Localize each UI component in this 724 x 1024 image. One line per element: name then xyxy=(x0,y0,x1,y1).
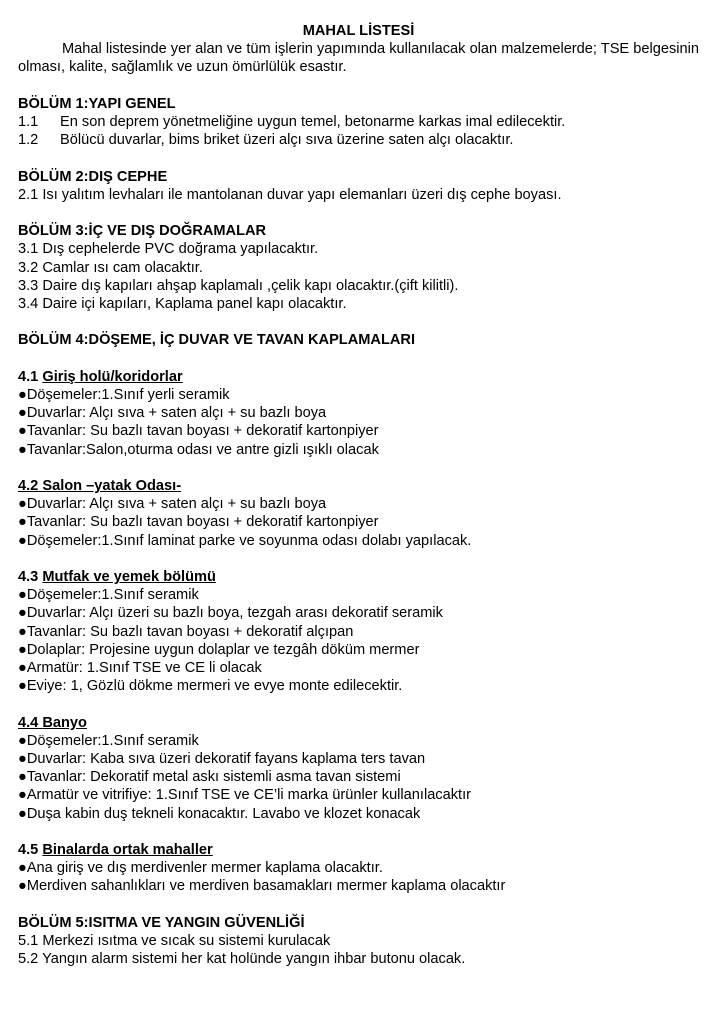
list-item: ●Duvarlar: Alçı üzeri su bazlı boya, tezgah arası dekoratif seramik xyxy=(18,605,443,622)
subsection-4-3-heading: 4.3 Mutfak ve yemek bölümü xyxy=(18,568,216,585)
list-item: ●Duvarlar: Alçı sıva + saten alçı + su bazlı boya xyxy=(18,405,327,422)
intro-paragraph: Mahal listesinde yer alan ve tüm işlerin yapımında kullanılacak olan malzemelerde; TSE belgesinin olması, kalite, sağlamlık ve uzun ömürlülük esastır. xyxy=(18,41,699,76)
list-item: 3.1 Dış cephelerde PVC doğrama yapılacaktır. xyxy=(18,241,319,258)
list-item: ●Tavanlar: Dekoratif metal askı sistemli asma tavan sistemi xyxy=(18,769,401,786)
list-item: 1.2 Bölücü duvarlar, bims briket üzeri alçı sıva üzerine saten alçı olacaktır. xyxy=(18,132,514,149)
subsection-4-4-heading: 4.4 Banyo xyxy=(18,714,87,731)
list-item: 2.1 Isı yalıtım levhaları ile mantolanan duvar yapı elemanları üzeri dış cephe boyası. xyxy=(18,186,562,203)
document-title: MAHAL LİSTESİ xyxy=(302,23,415,39)
subsection-4-5-heading: 4.5 Binalarda ortak mahaller xyxy=(18,842,213,858)
subsection-4-1-heading: 4.1 Giriş holü/koridorlar xyxy=(18,368,183,385)
list-item: ●Armatür ve vitrifiye: 1.Sınıf TSE ve CE’li marka ürünler kullanılacaktır xyxy=(18,787,471,804)
list-item: 3.4 Daire içi kapıları, Kaplama panel kapı olacaktır. xyxy=(18,296,347,312)
section-5-heading: BÖLÜM 5:ISITMA VE YANGIN GÜVENLİĞİ xyxy=(18,914,305,931)
list-item: ●Döşemeler:1.Sınıf yerli seramik xyxy=(18,386,230,403)
list-item: ●Döşemeler:1.Sınıf seramik xyxy=(18,732,199,749)
section-3-heading: BÖLÜM 3:İÇ VE DIŞ DOĞRAMALAR xyxy=(18,223,267,240)
list-item: ●Dolaplar: Projesine uygun dolaplar ve tezgâh döküm mermer xyxy=(18,641,420,658)
list-item: 3.3 Daire dış kapıları ahşap kaplamalı ,çelik kapı olacaktır.(çift kilitli). xyxy=(18,277,459,294)
list-item: ●Eviye: 1, Gözlü dökme mermeri ve evye monte edilecektir. xyxy=(18,678,403,695)
list-item: ●Duvarlar: Kaba sıva üzeri dekoratif fayans kaplama ters tavan xyxy=(18,751,426,767)
list-item: 5.2 Yangın alarm sistemi her kat holünde yangın ihbar butonu olacak. xyxy=(18,951,466,968)
section-1-heading: BÖLÜM 1:YAPI GENEL xyxy=(18,95,176,112)
section-4-heading: BÖLÜM 4:DÖŞEME, İÇ DUVAR VE TAVAN KAPLAMALARI xyxy=(18,332,416,349)
list-item: ●Tavanlar: Su bazlı tavan boyası + dekoratif kartonpiyer xyxy=(18,514,379,531)
subsection-4-2-heading: 4.2 Salon –yatak Odası- xyxy=(18,477,182,494)
list-item: ●Armatür: 1.Sınıf TSE ve CE li olacak xyxy=(18,660,262,676)
document-page xyxy=(18,22,699,968)
list-item: ●Tavanlar:Salon,oturma odası ve antre gizli ışıklı olacak xyxy=(18,441,379,458)
list-item: ●Tavanlar: Su bazlı tavan boyası + dekoratif alçıpan xyxy=(18,623,354,640)
list-item: 3.2 Camlar ısı cam olacaktır. xyxy=(18,259,203,276)
list-item: ●Duvarlar: Alçı sıva + saten alçı + su bazlı boya xyxy=(18,496,327,513)
list-item: ●Ana giriş ve dış merdivenler mermer kaplama olacaktır. xyxy=(18,860,383,877)
list-item: ●Duşa kabin duş tekneli konacaktır. Lavabo ve klozet konacak xyxy=(18,805,421,822)
list-item: ●Döşemeler:1.Sınıf laminat parke ve soyunma odası dolabı yapılacak. xyxy=(18,532,472,549)
section-2-heading: BÖLÜM 2:DIŞ CEPHE xyxy=(18,168,168,185)
list-item: ●Merdiven sahanlıkları ve merdiven basamakları mermer kaplama olacaktır xyxy=(18,878,506,895)
list-item: ●Tavanlar: Su bazlı tavan boyası + dekoratif kartonpiyer xyxy=(18,423,379,440)
list-item: 5.1 Merkezi ısıtma ve sıcak su sistemi kurulacak xyxy=(18,933,331,949)
list-item: ●Döşemeler:1.Sınıf seramik xyxy=(18,587,199,604)
list-item: 1.1 En son deprem yönetmeliğine uygun temel, betonarme karkas imal edilecektir. xyxy=(18,114,566,130)
